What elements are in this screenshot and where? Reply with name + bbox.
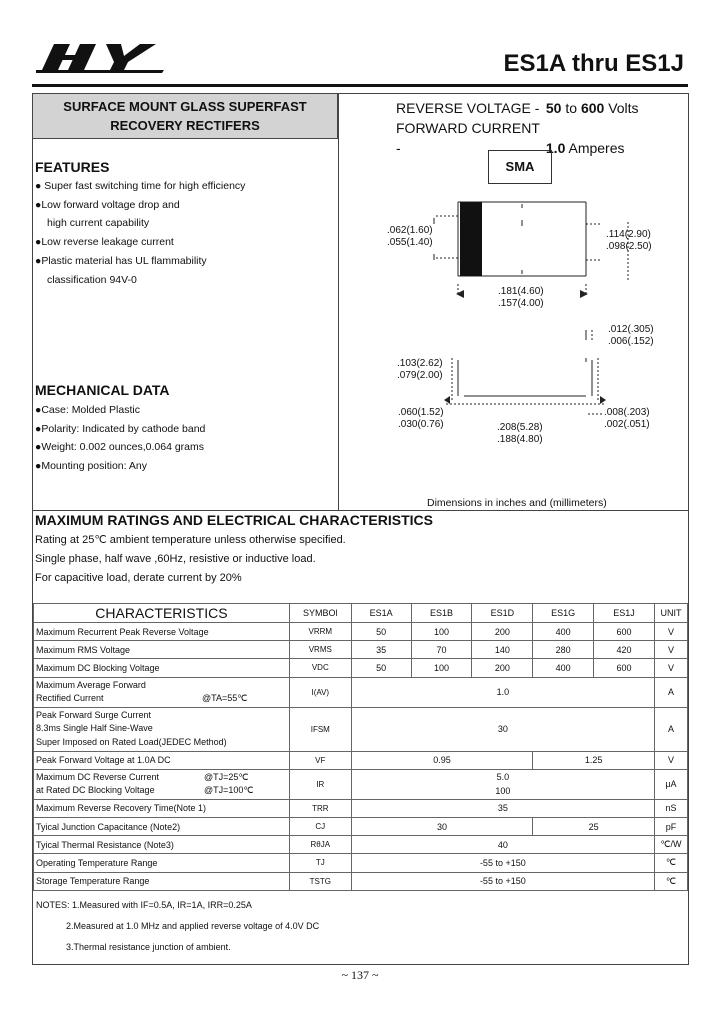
characteristics-table [33,603,688,891]
dim-label: .114(2.90) [606,229,651,240]
divider [33,138,338,139]
notes [36,895,319,958]
table-row: Tyical Thermal Resistance (Note3) RθJA 40 ℃/W [34,836,688,854]
list-item: ●Mounting position: Any [35,460,147,473]
dimension-note: Dimensions in inches and (millimeters) [427,497,607,509]
column-header: ES1D [472,604,533,623]
dim-label: .060(1.52) [398,407,444,418]
column-header: UNIT [654,604,687,623]
table-row: Peak Forward Surge Current 8.3ms Single Half Sine-Wave Super Imposed on Rated Load(JEDEC Method) IFSM 30 A [34,707,688,751]
ratings-title: MAXIMUM RATINGS AND ELECTRICAL CHARACTERISTICS [35,512,433,528]
list-item: ●Low reverse leakage current [35,236,174,249]
dim-label: .055(1.40) [387,237,433,248]
mechanical-title: MECHANICAL DATA [35,382,170,398]
column-header: ES1J [594,604,655,623]
column-header: ES1A [351,604,411,623]
package-name: SMA [488,150,552,184]
list-item: ● Super fast switching time for high efficiency [35,180,246,192]
table-row: Peak Forward Voltage at 1.0A DC VF 0.95 1.25 V [34,751,688,769]
dim-label: .181(4.60) [498,286,544,297]
dim-label: .012(.305) [608,324,654,335]
note-item: NOTES: 1.Measured with IF=0.5A, IR=1A, IRR=0.25A [36,900,252,910]
dim-label: .103(2.62) [397,358,443,369]
note-item: 2.Measured at 1.0 MHz and applied reverse voltage of 4.0V DC [66,921,320,931]
cathode-band [460,202,482,276]
features-list [35,177,245,289]
reverse-voltage: REVERSE VOLTAGE - 50 to 600 Volts [396,100,639,116]
list-item: ●Plastic material has UL flammability [35,254,207,267]
document-title: ES1A thru ES1J [503,50,684,77]
divider [33,510,688,511]
dim-label: .208(5.28) [497,422,543,433]
hy-logo-icon [36,40,166,76]
dim-label: .079(2.00) [397,370,443,381]
ratings-summary [396,98,639,158]
dim-label: .062(1.60) [387,225,433,236]
table-row: Maximum DC Reverse Current @TJ=25℃ at Rated DC Blocking Voltage @TJ=100℃ IR 5.0 100 μA [34,769,688,799]
list-item: ●Case: Molded Plastic [35,404,140,416]
table-row: Operating Temperature Range TJ -55 to +150 ℃ [34,854,688,872]
table-row: Maximum RMS Voltage VRMS 35 70 140 280 420 V [34,641,688,659]
list-item: classification 94V-0 [47,273,137,286]
dim-label: .030(0.76) [398,419,444,430]
list-item: ●Weight: 0.002 ounces,0.064 grams [35,441,204,454]
page-number: ~ 137 ~ [341,968,379,982]
table-row: Maximum Reverse Recovery Time(Note 1) TRR 35 nS [34,799,688,817]
dim-label: .157(4.00) [498,298,544,309]
list-item: ●Polarity: Indicated by cathode band [35,422,206,435]
list-item: high current capability [47,217,150,230]
column-header: ES1B [411,604,472,623]
column-header: CHARACTERISTICS [34,604,290,623]
ratings-conditions: Rating at 25℃ ambient temperature unless otherwise specified. Single phase, half wave ,60Hz, resistive or inductive load. For capacitive load, derate current by 20% [35,534,346,584]
table-row: Maximum Average Forward Rectified Current @TA=55℃ I(AV) 1.0 A [34,677,688,707]
dim-label: .002(.051) [604,419,650,430]
company-logo [36,40,166,76]
dim-label: .188(4.80) [497,434,543,445]
table-row: Maximum DC Blocking Voltage VDC 50 100 200 400 600 V [34,659,688,677]
dim-label: .098(2.50) [606,241,652,252]
dim-label: .006(.152) [608,336,654,347]
column-header: ES1G [533,604,594,623]
features-title: FEATURES [35,159,110,175]
divider [338,94,339,510]
title-rule [32,84,688,87]
table-row: Maximum Recurrent Peak Reverse Voltage VRRM 50 100 200 400 600 V [34,623,688,641]
dim-label: .008(.203) [604,407,650,418]
table-row: Storage Temperature Range TSTG -55 to +150 ℃ [34,872,688,890]
table-row: Tyical Junction Capacitance (Note2) CJ 30 25 pF [34,817,688,835]
product-description: SURFACE MOUNT GLASS SUPERFAST RECOVERY RECTIFERS [33,94,338,138]
table-header-row [34,604,688,623]
forward-current: FORWARD CURRENT - 1.0 Amperes [396,120,625,156]
mechanical-list [35,401,205,476]
list-item: ●Low forward voltage drop and [35,198,180,211]
column-header: SYMBOl [289,604,351,623]
note-item: 3.Thermal resistance junction of ambient. [66,942,231,952]
